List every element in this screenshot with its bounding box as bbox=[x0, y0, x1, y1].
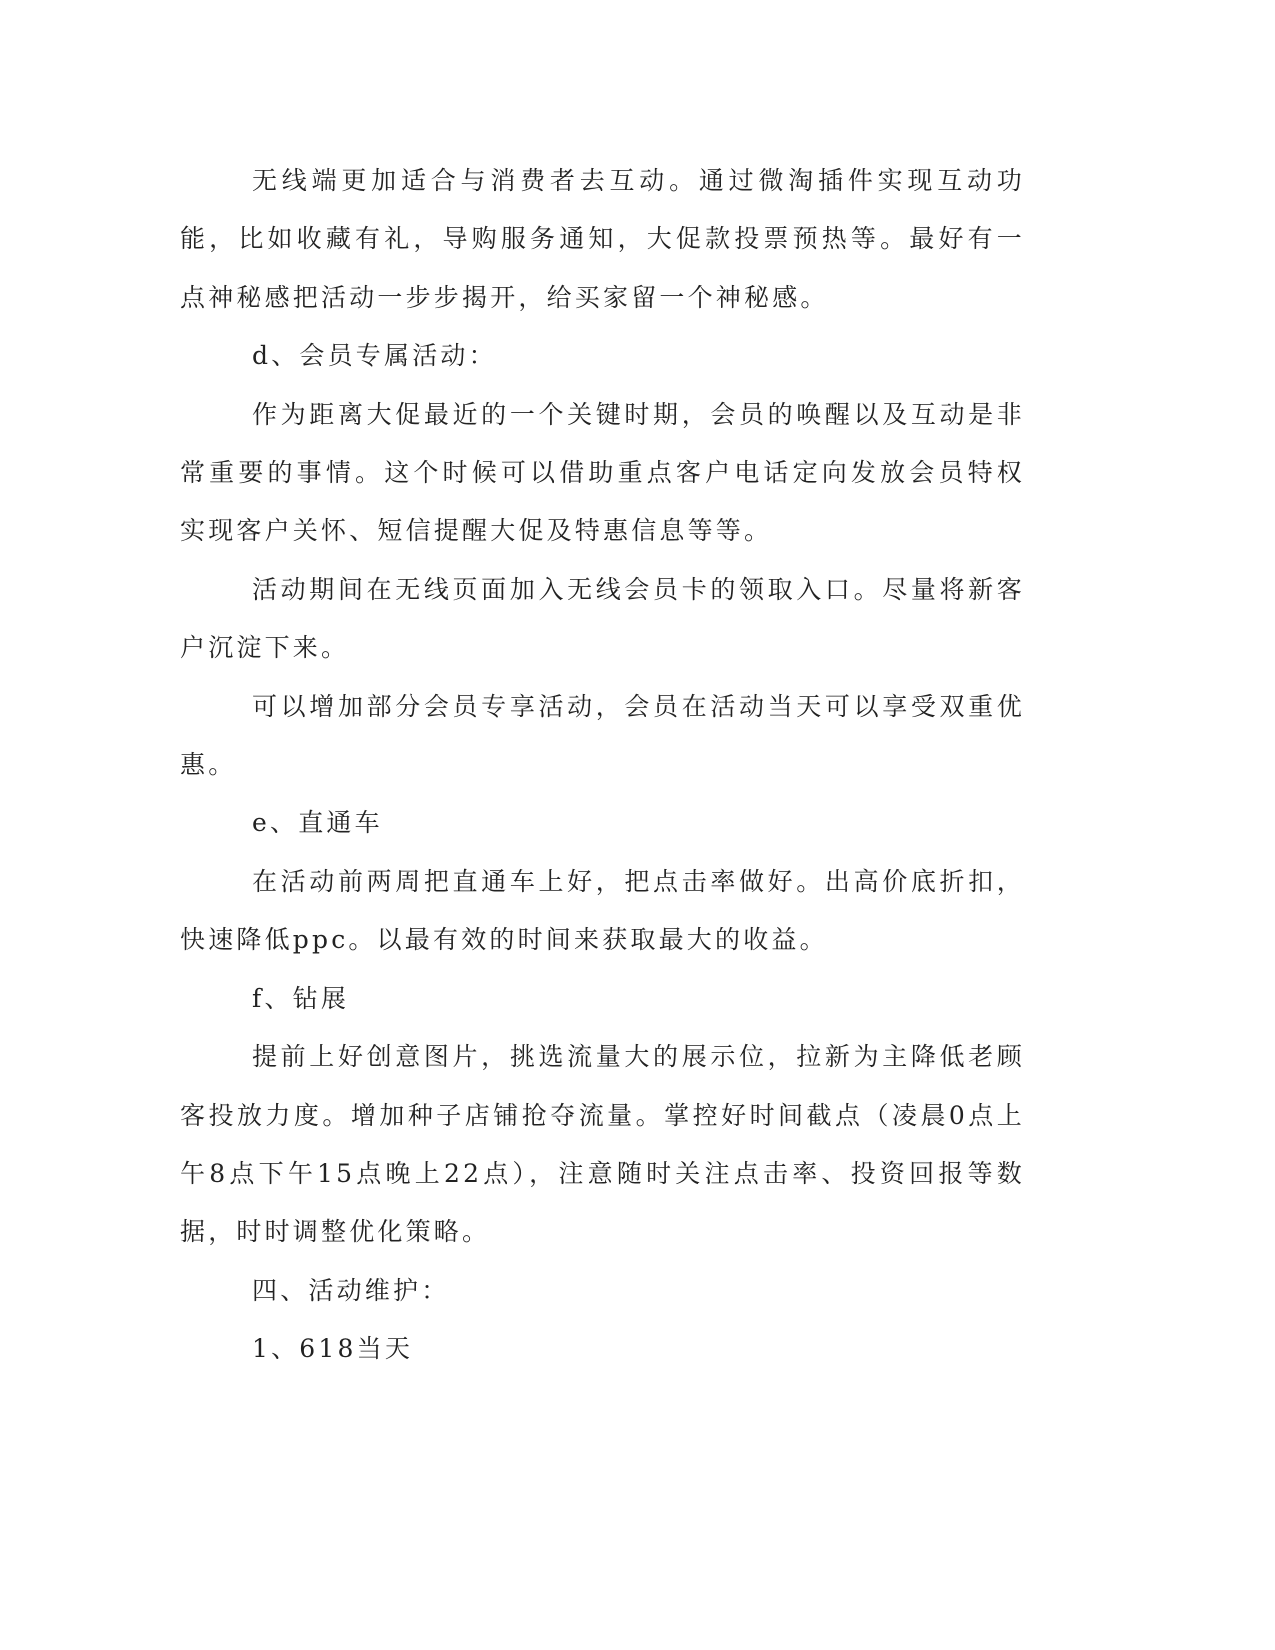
paragraph-member-exclusive: 可以增加部分会员专享活动，会员在活动当天可以享受双重优惠。 bbox=[180, 691, 1025, 780]
paragraph-diamond-booth: 提前上好创意图片，挑选流量大的展示位，拉新为主降低老顾客投放力度。增加种子店铺抢夺流量。掌控好时间截点（凌晨0点上午8点下午15点晚上22点），注意随时关注点击率、投资回报等数据，时时调整优化策略。 bbox=[180, 1042, 1025, 1247]
heading-member-activity: d、会员专属活动： bbox=[252, 341, 497, 371]
heading-through-train: e、直通车 bbox=[252, 808, 383, 838]
heading-618-day: 1、618当天 bbox=[252, 1334, 414, 1364]
heading-diamond-booth: f、钻展 bbox=[252, 983, 350, 1013]
paragraph-member-card-entry: 活动期间在无线页面加入无线会员卡的领取入口。尽量将新客户沉淀下来。 bbox=[180, 574, 1025, 663]
paragraph-wireless-interaction: 无线端更加适合与消费者去互动。通过微淘插件实现互动功能，比如收藏有礼，导购服务通知，大促款投票预热等。最好有一点神秘感把活动一步步揭开，给买家留一个神秘感。 bbox=[180, 166, 1025, 312]
paragraph-member-awakening: 作为距离大促最近的一个关键时期，会员的唤醒以及互动是非常重要的事情。这个时候可以借助重点客户电话定向发放会员特权实现客户关怀、短信提醒大促及特惠信息等等。 bbox=[180, 399, 1025, 546]
paragraph-through-train: 在活动前两周把直通车上好，把点击率做好。出高价底折扣，快速降低ppc。以最有效的时间来获取最大的收益。 bbox=[180, 866, 1025, 955]
heading-activity-maintenance: 四、活动维护： bbox=[252, 1275, 450, 1305]
document-body bbox=[180, 152, 1025, 1379]
